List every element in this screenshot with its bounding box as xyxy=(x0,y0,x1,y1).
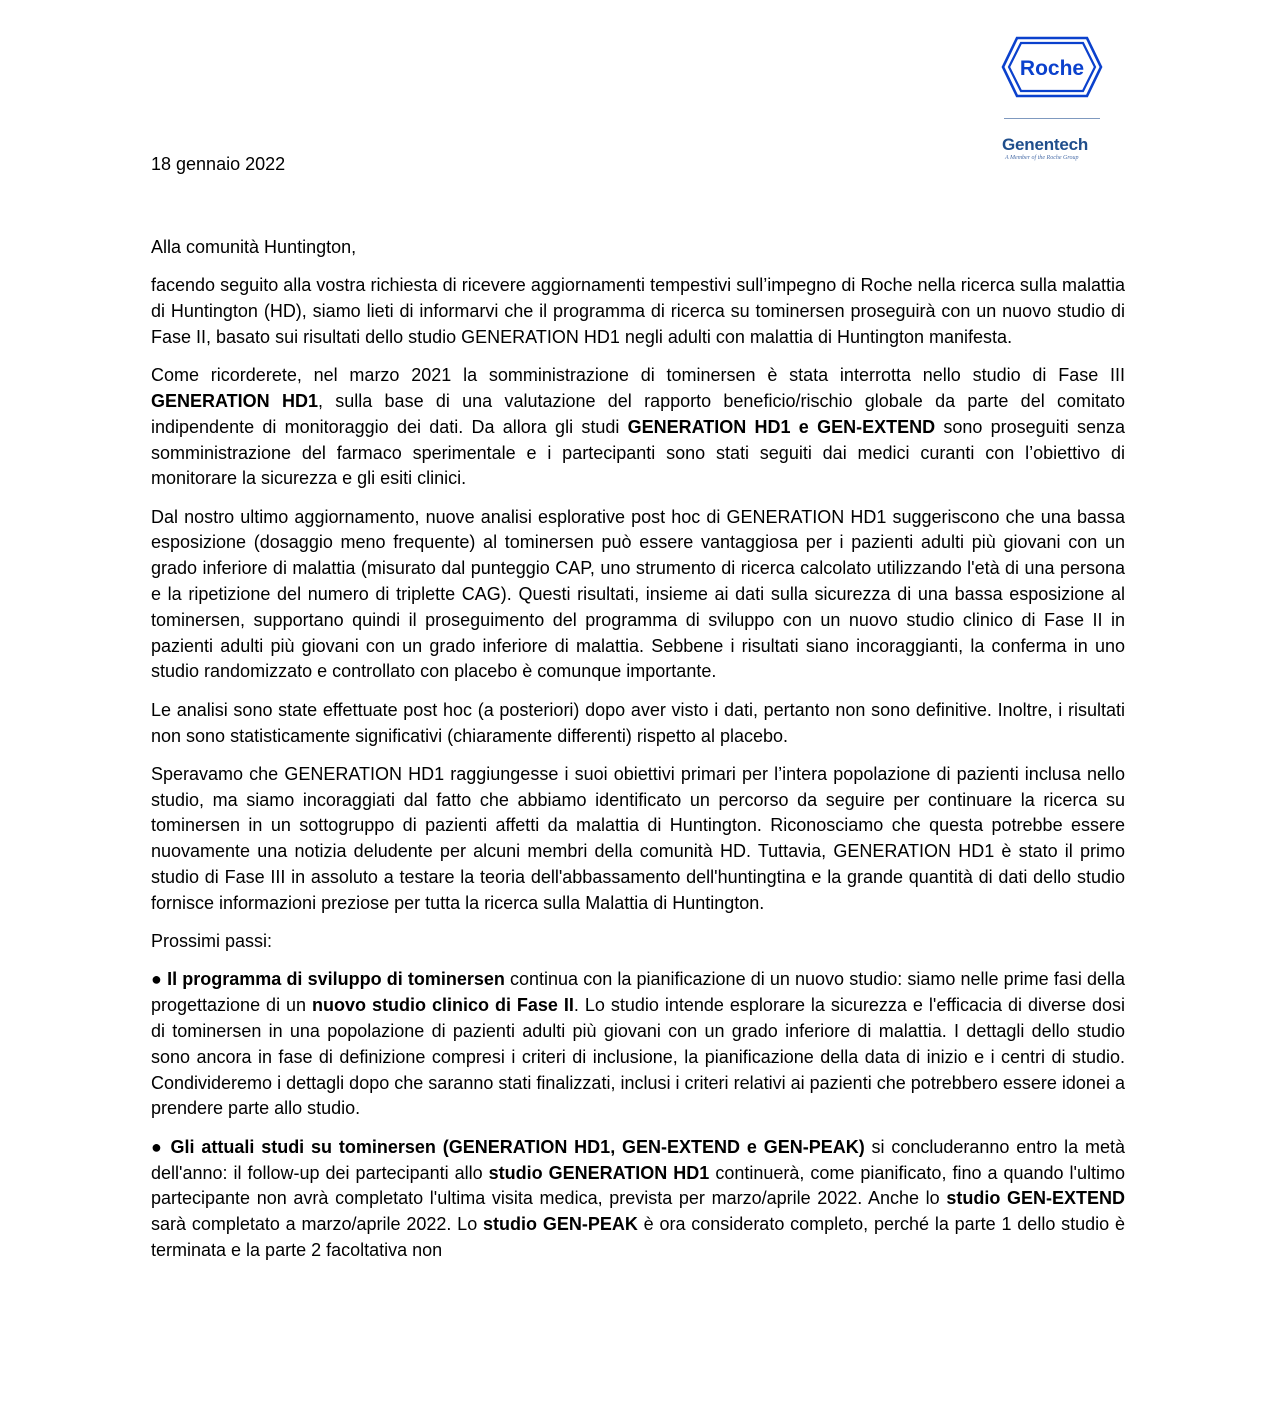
letter-date: 18 gennaio 2022 xyxy=(151,154,286,174)
paragraph-post-hoc: Le analisi sono state effettuate post hoc (a posteriori) dopo aver visto i dati, pertanto non sono definitive. Inoltre, i risultati non sono statisticamente significativi (chiaramente differenti) rispetto al placebo. xyxy=(151,699,1125,746)
bold-run: ● Gli attuali studi su tominersen (GENERATION HD1, GEN-EXTEND e GEN-PEAK) xyxy=(151,1136,865,1157)
text-run: sarà completato a marzo/aprile 2022. Lo xyxy=(151,1214,484,1235)
text-run: sono proseguiti senza somministrazione del farmaco sperimentale e i partecipanti sono stati seguiti dai medici curanti con l’obiettivo di monitorare la sicurezza e gli esiti clinici. xyxy=(151,416,1125,489)
bold-run: GENERATION HD1 e GEN-EXTEND xyxy=(627,416,936,437)
paragraph-intro: facendo seguito alla vostra richiesta di ricevere aggiornamenti tempestivi sull’impegno di Roche nella ricerca sulla malattia di Huntington (HD), siamo lieti di informarvi che il programma di ricerca su tominersen proseguirà con un nuovo studio di Fase II, basato sui risultati dello studio GENERATION HD1 negli adulti con malattia di Huntington manifesta. xyxy=(151,275,1125,347)
text-run: si concluderanno entro la metà dell'anno: il follow-up dei partecipanti allo xyxy=(151,1136,1125,1183)
genentech-tagline: A Member of the Roche Group xyxy=(1005,155,1079,161)
letter-body xyxy=(151,235,1125,1276)
bold-run: studio GEN-EXTEND xyxy=(946,1188,1125,1209)
bullet-current-studies xyxy=(151,1135,1125,1264)
bullet-development-program xyxy=(151,967,1125,1122)
text-run: continua con la pianificazione di un nuovo studio: siamo nelle prime fasi della progettazione di un xyxy=(151,969,1125,1016)
bold-run: ● Il programma di sviluppo di tominersen xyxy=(151,969,505,990)
paragraph-outlook: Speravamo che GENERATION HD1 raggiungesse i suoi obiettivi primari per l’intera popolazione di pazienti inclusa nello studio, ma siamo incoraggiati dal fatto che abbiamo identificato un percorso da seguire per continuare la ricerca su tominersen in un sottogruppo di pazienti affetti da malattia di Huntington. Riconosciamo che questa potrebbe essere nuovamente una notizia deludente per alcuni membri della comunità HD. Tuttavia, GENERATION HD1 è stato il primo studio di Fase III in assoluto a testare la teoria dell'abbassamento dell'huntingtina e la grande quantità di dati dello studio fornisce informazioni preziose per tutta la ricerca sulla Malattia di Huntington. xyxy=(151,763,1125,913)
text-run: è ora considerato completo, perché la parte 1 dello studio è terminata e la parte 2 facoltativa non xyxy=(151,1214,1125,1260)
roche-logo-text: Roche xyxy=(1019,57,1085,80)
bold-run: studio GENERATION HD1 xyxy=(488,1162,710,1183)
company-logo xyxy=(998,34,1108,164)
text-run: . Lo studio intende esplorare la sicurezza e l'efficacia di diverse dosi di tominersen in una popolazione di pazienti adulti più giovani con un grado inferiore di malattia. I dettagli dello studio sono ancora in fase di definizione compresi i criteri di inclusione, la pianificazione della data di inizio e i centri di studio. Condivideremo i dettagli dopo che saranno stati finalizzati, inclusi i criteri relativi ai pazienti che potrebbero essere idonei a prendere parte allo studio. xyxy=(151,995,1126,1119)
bold-run: studio GEN-PEAK xyxy=(483,1214,638,1235)
genentech-logo-text: Genentech xyxy=(1002,135,1089,154)
bold-run: nuovo studio clinico di Fase II xyxy=(312,995,574,1016)
logo-divider xyxy=(1004,118,1100,119)
bold-run: GENERATION HD1 xyxy=(151,390,318,411)
next-steps-heading: Prossimi passi: xyxy=(151,931,273,952)
paragraph-analysis: Dal nostro ultimo aggiornamento, nuove analisi esplorative post hoc di GENERATION HD1 suggeriscono che una bassa esposizione (dosaggio meno frequente) al tominersen può essere vantaggiosa per i pazienti adulti più giovani con un grado inferiore di malattia (misurato dal punteggio CAP, uno strumento di ricerca calcolato utilizzando l'età di una persona e la ripetizione del numero di triplette CAG). Questi risultati, insieme ai dati sulla sicurezza di una bassa esposizione al tominersen, supportano quindi il proseguimento del programma di sviluppo con un nuovo studio clinico di Fase II in pazienti adulti più giovani con un grado inferiore di malattia. Sebbene i risultati siano incoraggianti, la conferma in uno studio randomizzato e controllato con placebo è comunque importante. xyxy=(151,506,1125,682)
text-run: , sulla base di una valutazione del rapporto beneficio/rischio globale da parte del comitato indipendente di monitoraggio dei dati. Da allora gli studi xyxy=(151,390,1126,437)
roche-logo-icon xyxy=(1001,36,1103,98)
text-run: continuerà, come pianificato, fino a quando l'ultimo partecipante non avrà completato l'ultima visita medica, prevista per marzo/aprile 2022. Anche lo xyxy=(151,1162,1125,1209)
salutation: Alla comunità Huntington, xyxy=(151,237,357,257)
paragraph-history xyxy=(151,363,1125,492)
text-run: Come ricorderete, nel marzo 2021 la somministrazione di tominersen è stata interrotta nello studio di Fase III xyxy=(151,365,1125,386)
